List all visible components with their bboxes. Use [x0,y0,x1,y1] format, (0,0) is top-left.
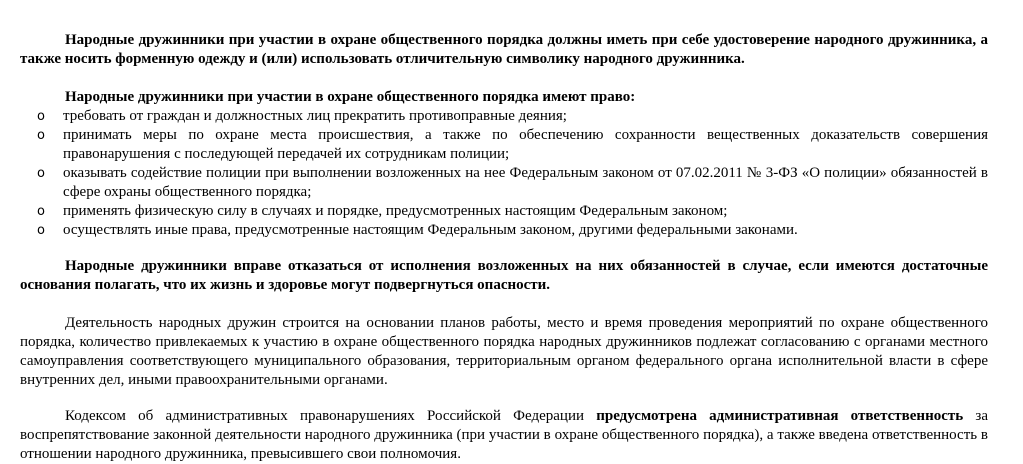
list-item-text: принимать меры по охране места происшествия, а также по обеспечению сохранности вещественных доказательств совершения правонарушения с последующей передачей их сотрудникам полиции; [63,127,988,162]
rights-list [20,107,988,240]
bullet-icon: o [37,109,45,124]
bullet-icon: o [37,128,45,143]
bullet-icon: o [37,223,45,238]
rights-heading: Народные дружинники при участии в охране общественного порядка имеют право: [65,89,636,105]
list-item [20,126,988,164]
list-item-text: оказывать содействие полиции при выполнении возложенных на нее Федеральным законом от 07.02.2011 № 3-ФЗ «О полиции» обязанностей в сфере охраны общественного порядка; [63,165,988,200]
bullet-icon: o [37,166,45,181]
liability-text-bold: предусмотрена административная ответственность [596,408,964,424]
paragraph-refusal: Народные дружинники вправе отказаться от исполнения возложенных на них обязанностей в случае, если имеются достаточные основания полагать, что их жизнь и здоровье могут подвергнуться опасности. [20,258,988,293]
paragraph-activity: Деятельность народных дружин строится на основании планов работы, место и время проведения мероприятий по охране общественного порядка, количество привлекаемых к участию в охране общественного порядка народных дружинников подлежат согласованию с органами местного самоуправления соответствующего муниципального образования, территориальным органом федерального органа исполнительной власти в сфере внутренних дел, иными правоохранительными органами. [20,315,988,388]
list-item [20,107,988,126]
liability-text-end: за воспрепятствование законной деятельности народного дружинника (при участии в охране общественного порядка), а также введена ответственность в отношении народного дружинника, превысившего свои полномочия. [20,408,988,462]
list-item [20,221,988,240]
list-item-text: применять физическую силу в случаях и порядке, предусмотренных настоящим Федеральным законом; [63,203,728,219]
bullet-icon: o [37,204,45,219]
list-item-text: требовать от граждан и должностных лиц прекратить противоправные деяния; [63,108,567,124]
paragraph-liability [20,407,988,464]
liability-text-start: Кодексом об административных правонарушениях Российской Федерации [65,408,597,424]
paragraph-identification: Народные дружинники при участии в охране общественного порядка должны иметь при себе удостоверение народного дружинника, а также носить форменную одежду и (или) использовать отличительную символику народного дружинника. [20,32,988,67]
document-body [20,31,988,464]
list-item-text: осуществлять иные права, предусмотренные настоящим Федеральным законом, другими федеральными законами. [63,222,798,238]
list-item [20,202,988,221]
list-item [20,164,988,202]
